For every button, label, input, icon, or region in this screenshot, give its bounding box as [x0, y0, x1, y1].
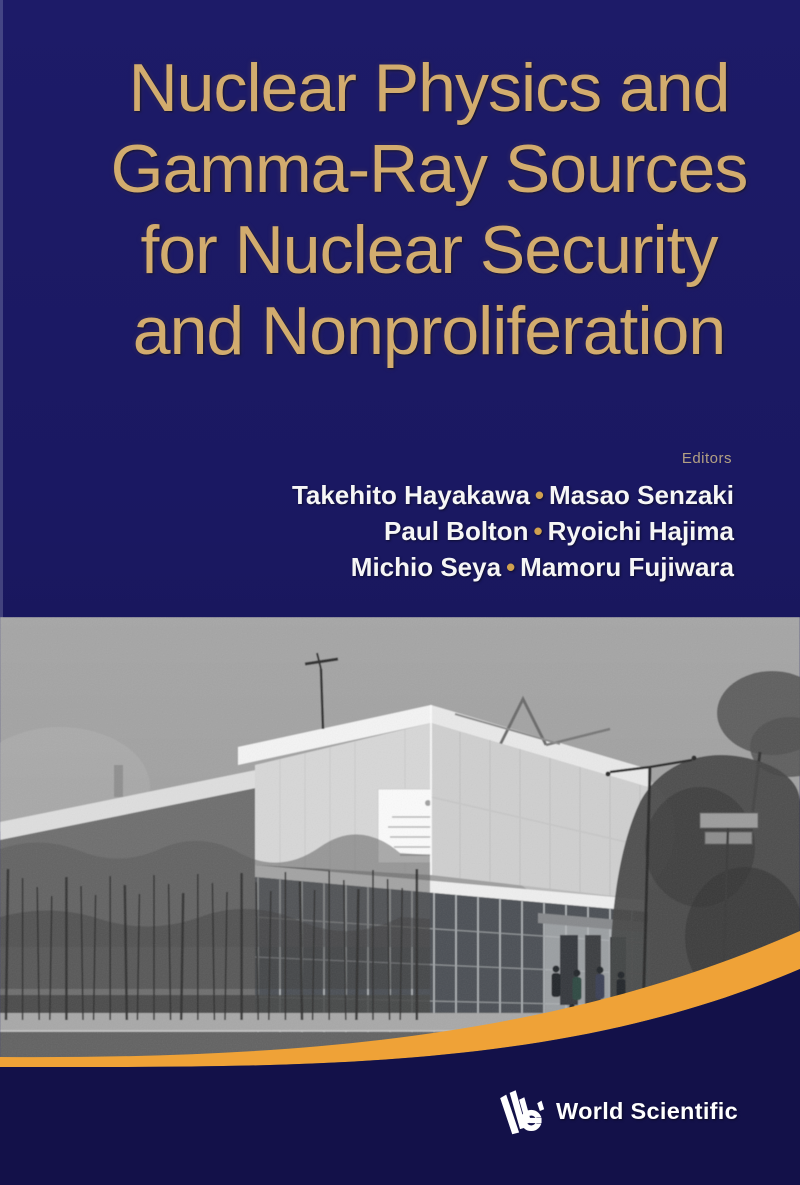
publisher-logo — [493, 1085, 738, 1137]
editor-lines — [292, 477, 734, 585]
world-scientific-logo-icon — [493, 1086, 547, 1136]
bullet-separator: • — [506, 552, 516, 582]
title-line-2: Gamma-Ray Sources — [110, 131, 748, 207]
title-line-1: Nuclear Physics and — [128, 50, 730, 126]
editors-block — [292, 450, 734, 585]
editor-name: Michio Seya — [350, 552, 502, 582]
title-line-3: for Nuclear Security — [140, 212, 718, 288]
bullet-separator: • — [534, 480, 545, 510]
editor-name: Mamoru Fujiwara — [520, 552, 734, 582]
editor-line — [292, 549, 734, 585]
editor-line — [292, 513, 734, 549]
bullet-separator: • — [533, 516, 543, 546]
editor-name: Paul Bolton — [384, 516, 529, 546]
editor-line — [292, 477, 734, 513]
editor-name: Masao Senzaki — [549, 480, 734, 510]
title-line-4: and Nonproliferation — [132, 293, 726, 369]
editor-name: Ryoichi Hajima — [547, 516, 734, 546]
book-title — [0, 48, 800, 372]
editor-name: Takehito Hayakawa — [291, 480, 530, 510]
editors-label: Editors — [681, 450, 732, 467]
publisher-name: World Scientific — [556, 1097, 738, 1124]
